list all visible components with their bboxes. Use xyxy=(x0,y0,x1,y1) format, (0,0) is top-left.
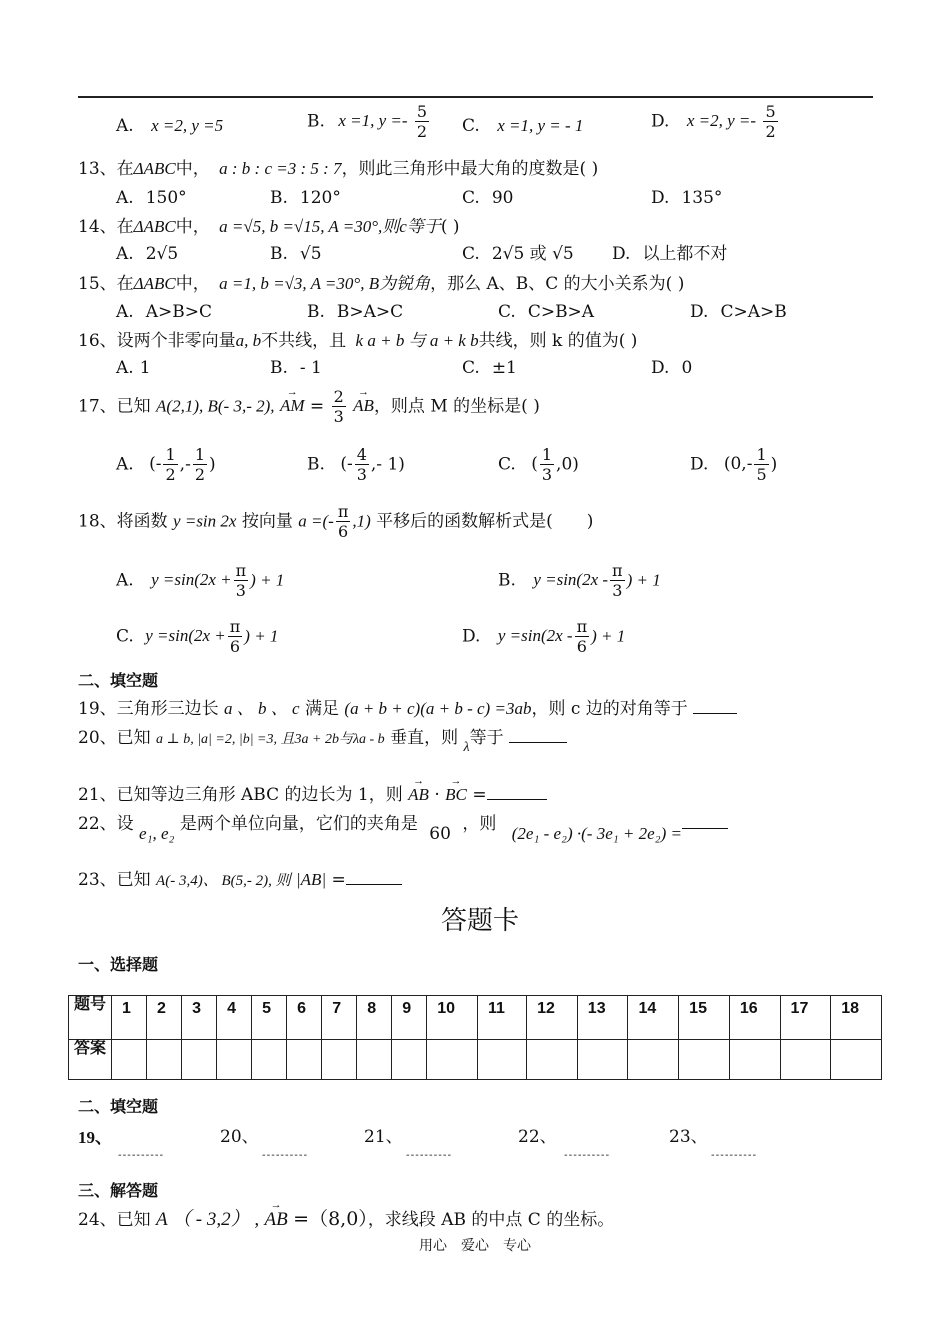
denominator: 2 xyxy=(165,464,176,484)
q13-option-d xyxy=(651,190,722,207)
option-text: (- xyxy=(340,454,353,475)
stem-text: ，则此三角形中最大角的度数是( ) xyxy=(341,159,599,179)
numerator: 4 xyxy=(356,445,367,464)
question-number: 7 xyxy=(322,996,357,1040)
stem-text: ，则 c 边的对角等于 xyxy=(531,699,688,719)
answer-blank[interactable] xyxy=(693,713,737,714)
fill-label-22: 22、 xyxy=(518,1127,557,1147)
answer-cell[interactable] xyxy=(357,1040,392,1080)
condition-math: a ⊥ b, |a| =2, |b| =3, 且3a + 2b与λa - b xyxy=(156,732,385,747)
option-value: ±1 xyxy=(491,358,517,378)
equals-sign: = xyxy=(331,870,346,890)
numerator: 1 xyxy=(541,445,553,464)
number-row xyxy=(69,996,882,1040)
q16-stem xyxy=(78,332,637,350)
q12-option-a xyxy=(116,117,223,135)
option-label: A. xyxy=(116,570,134,591)
option-math: y =sin(2x + xyxy=(151,570,232,590)
answer-cell[interactable] xyxy=(427,1040,478,1080)
stem-text: 23、已知 xyxy=(78,870,151,890)
numerator: π xyxy=(576,617,588,636)
q16-option-c xyxy=(462,360,517,377)
q18-option-a xyxy=(116,562,284,600)
q15-option-a xyxy=(116,304,212,321)
triangle-symbol: ΔABC xyxy=(133,159,176,178)
question-number: 14 xyxy=(628,996,679,1040)
question-number: 16 xyxy=(729,996,780,1040)
option-math: y =sin(2x + xyxy=(145,626,226,646)
option-value: 90 xyxy=(491,188,514,208)
fraction xyxy=(754,446,768,484)
vector-math: a, b xyxy=(235,331,262,350)
denominator: 3 xyxy=(612,580,623,600)
condition-math: a =1, b =√3, A =30°, B为锐角 xyxy=(219,274,431,293)
section-fill-heading: 二、填空题 xyxy=(78,671,159,690)
numerator: π xyxy=(229,617,241,636)
question-number: 12 xyxy=(527,996,578,1040)
numerator: 1 xyxy=(165,445,176,464)
denominator: 3 xyxy=(356,464,367,484)
stem-text: ，求线段 AB 的中点 C 的坐标。 xyxy=(367,1210,615,1230)
point-math: A （ - 3,2） , xyxy=(156,1209,260,1230)
q13-option-c xyxy=(462,190,513,207)
stem-text: 等于 xyxy=(469,728,504,748)
denominator: 2 xyxy=(416,121,428,141)
stem-text: 满足 xyxy=(305,699,339,719)
option-label: D. xyxy=(651,358,670,378)
answer-cell[interactable] xyxy=(182,1040,217,1080)
q16-option-a xyxy=(116,360,151,377)
numerator: π xyxy=(337,502,349,521)
option-label: C. xyxy=(462,244,480,264)
answer-cell[interactable] xyxy=(729,1040,780,1080)
option-value: - 1 xyxy=(299,358,322,378)
q12-option-c xyxy=(462,117,583,135)
q15-stem xyxy=(78,275,684,293)
q14-option-b xyxy=(270,246,322,263)
stem-text: 平移后的函数解析式是( ) xyxy=(376,511,594,532)
option-value: A>B>C xyxy=(145,302,212,322)
answer-cell[interactable] xyxy=(628,1040,679,1080)
option-label: B. xyxy=(307,454,325,475)
option-label: B. xyxy=(498,570,516,591)
option-value: 2√5 或 √5 xyxy=(491,244,574,264)
stem-text: 13、在 xyxy=(78,159,134,179)
q13-stem xyxy=(78,160,598,178)
side-vars: a 、 b 、 c xyxy=(224,699,300,718)
option-label: B. xyxy=(307,111,325,132)
q18-stem xyxy=(78,503,593,541)
q17-option-c xyxy=(498,446,579,484)
points-math: A(- 3,4)、 B(5,- 2), 则 xyxy=(156,873,291,889)
denominator: 3 xyxy=(235,580,246,600)
fraction xyxy=(193,446,207,484)
vector-am: → AM xyxy=(280,397,305,414)
answer-cell[interactable] xyxy=(477,1040,526,1080)
option-math: ) + 1 xyxy=(626,570,661,590)
numerator: 5 xyxy=(416,102,428,121)
option-label: A. xyxy=(116,244,134,264)
question-number: 17 xyxy=(780,996,831,1040)
fill-label-23: 23、 xyxy=(669,1127,708,1147)
q12-option-b xyxy=(307,103,431,141)
q14-option-d xyxy=(612,246,727,263)
option-label: C. xyxy=(116,626,134,647)
option-label: D. xyxy=(651,111,670,132)
denominator: 3 xyxy=(333,406,344,426)
fill-answer-21[interactable]: ---------- xyxy=(406,1150,453,1161)
option-math: ) + 1 xyxy=(244,626,279,646)
q17-option-d xyxy=(690,446,777,484)
stem-text: ( ) xyxy=(440,217,460,237)
option-math: ) + 1 xyxy=(591,626,626,646)
answer-grid xyxy=(68,995,882,1080)
answer-blank[interactable] xyxy=(487,799,547,800)
vector-bc: → BC xyxy=(445,786,467,803)
denominator: 3 xyxy=(541,464,553,484)
option-value: 150° xyxy=(145,188,187,208)
option-value: 0 xyxy=(681,358,693,378)
fraction xyxy=(228,618,243,656)
stem-text: 是两个单位向量，它们的夹角是 xyxy=(179,814,418,834)
q20 xyxy=(78,728,567,755)
vector-ab: → AB xyxy=(353,397,374,414)
option-value: 135° xyxy=(681,188,723,208)
question-number: 2 xyxy=(147,996,182,1040)
vector-expression: k a + b 与 a + k b xyxy=(355,331,479,350)
vector-ab: → AB xyxy=(408,786,429,803)
stem-text: 17、已知 xyxy=(78,396,151,417)
q18-option-b xyxy=(498,562,661,600)
header-rule xyxy=(78,96,873,98)
q14-option-c xyxy=(462,246,574,263)
q17-stem xyxy=(78,388,540,426)
option-label: D. xyxy=(690,302,709,322)
vector-magnitude: |AB| xyxy=(296,870,327,889)
numerator: 5 xyxy=(765,102,776,121)
question-number: 13 xyxy=(577,996,628,1040)
option-label: D. xyxy=(690,454,709,475)
stem-text: ，那么 A、B、C 的大小关系为( ) xyxy=(430,274,685,294)
option-label: A. xyxy=(116,188,134,208)
option-value: √5 xyxy=(299,244,322,264)
stem-text: 14、在 xyxy=(78,217,134,237)
option-math: x =2, y =- xyxy=(686,111,757,131)
equals-sign: = xyxy=(309,396,325,417)
q17-option-b xyxy=(307,446,405,484)
q18-option-c xyxy=(116,618,278,656)
answer-card-title: 答题卡 xyxy=(441,906,520,936)
denominator: 5 xyxy=(756,464,767,484)
option-math: y =sin(2x - xyxy=(497,626,573,646)
option-label: D. xyxy=(651,188,670,208)
stem-text: 15、在 xyxy=(78,274,134,294)
q15-option-b xyxy=(307,304,403,321)
vector-math: ,1) xyxy=(352,511,371,531)
stem-text: 19、三角形三边长 xyxy=(78,699,219,719)
fill-label-21: 21、 xyxy=(364,1127,403,1147)
dot-operator: · xyxy=(434,785,440,805)
fill-answer-20[interactable]: ---------- xyxy=(262,1150,309,1161)
answer-cell[interactable] xyxy=(831,1040,882,1080)
q16-option-d xyxy=(651,360,692,377)
option-value: 2√5 xyxy=(145,244,179,264)
option-math: ) + 1 xyxy=(250,570,285,590)
question-number: 15 xyxy=(679,996,730,1040)
answer-cell[interactable] xyxy=(252,1040,287,1080)
q13-option-b xyxy=(270,190,341,207)
q16-option-b xyxy=(270,360,322,377)
answer-cell[interactable] xyxy=(780,1040,831,1080)
q15-option-d xyxy=(690,304,787,321)
triangle-symbol: ΔABC xyxy=(133,217,176,236)
question-number: 4 xyxy=(217,996,252,1040)
option-text: (0,- xyxy=(723,454,753,475)
ratio-math: a : b : c =3 : 5 : 7 xyxy=(219,159,342,178)
condition-math: a =√5, b =√15, A =30°,则c等于 xyxy=(219,217,441,236)
option-label: B. xyxy=(270,244,288,264)
option-value: 1 xyxy=(139,358,151,378)
option-label: D. xyxy=(612,244,631,264)
fraction xyxy=(355,446,369,484)
q13-option-a xyxy=(116,190,187,207)
numerator: π xyxy=(612,561,623,580)
stem-text: 中， xyxy=(175,159,210,179)
fill-answer-19[interactable]: ---------- xyxy=(118,1150,165,1161)
stem-text: 18、将函数 xyxy=(78,511,168,532)
fill-answer-22[interactable]: ---------- xyxy=(564,1150,611,1161)
answer-blank[interactable] xyxy=(682,828,728,829)
option-label: B. xyxy=(307,302,325,322)
option-label: B. xyxy=(270,188,288,208)
question-number: 5 xyxy=(252,996,287,1040)
function-math: y =sin 2x xyxy=(173,511,237,531)
triangle-symbol: ΔABC xyxy=(133,274,176,293)
q22 xyxy=(78,814,728,844)
answer-cell[interactable] xyxy=(112,1040,147,1080)
card-fill-heading: 二、填空题 xyxy=(78,1097,159,1116)
option-math: x =2, y =5 xyxy=(151,116,224,135)
lambda-symbol: λ xyxy=(463,740,470,755)
page-footer: 用心 爱心 专心 xyxy=(419,1238,531,1254)
vector-ab: → AB xyxy=(265,1210,288,1229)
fill-answer-23[interactable]: ---------- xyxy=(711,1150,758,1161)
answer-cell[interactable] xyxy=(322,1040,357,1080)
stem-text: ，则 xyxy=(462,814,497,834)
fraction xyxy=(575,618,590,656)
stem-text: 按向量 xyxy=(241,511,293,532)
stem-text: ，则点 M 的坐标是( ) xyxy=(373,396,540,417)
stem-text: 中， xyxy=(175,217,210,237)
option-label: C. xyxy=(462,116,480,136)
fraction xyxy=(336,503,351,541)
option-math: x =1, y =- xyxy=(338,111,408,131)
fraction xyxy=(163,446,177,484)
fraction xyxy=(540,446,554,484)
q18-option-d xyxy=(462,618,625,656)
answer-cell[interactable] xyxy=(527,1040,578,1080)
stem-text: 20、已知 xyxy=(78,728,151,748)
stem-text: 24、已知 xyxy=(78,1210,151,1230)
answer-cell[interactable] xyxy=(577,1040,628,1080)
option-label: B. xyxy=(270,358,288,378)
denominator: 2 xyxy=(765,121,776,141)
section-choice-heading: 一、选择题 xyxy=(78,955,159,974)
stem-text: 垂直，则 xyxy=(390,728,459,748)
q23 xyxy=(78,871,402,889)
q15-option-c xyxy=(498,304,594,321)
question-number: 6 xyxy=(287,996,322,1040)
option-label: A. xyxy=(116,302,134,322)
question-number: 10 xyxy=(427,996,478,1040)
fraction xyxy=(763,103,777,141)
section-solve-heading: 三、解答题 xyxy=(78,1181,159,1200)
question-number: 11 xyxy=(477,996,526,1040)
numerator: 1 xyxy=(756,445,767,464)
q17-option-a xyxy=(116,446,216,484)
expression-math: (2e₁ - e₂) ·(- 3e₁ + 2e₂) = xyxy=(511,824,682,843)
option-text: ) xyxy=(770,454,778,475)
option-math: y =sin(2x - xyxy=(533,570,609,590)
option-value: 120° xyxy=(299,188,341,208)
question-number: 18 xyxy=(831,996,882,1040)
option-text: ) xyxy=(209,454,216,475)
fraction xyxy=(234,562,249,600)
fraction xyxy=(332,388,346,426)
option-label: A. xyxy=(116,454,134,475)
option-label: C. xyxy=(498,302,516,322)
q12-option-d xyxy=(651,103,780,141)
fraction xyxy=(610,562,625,600)
option-text: ,- 1) xyxy=(370,454,405,475)
denominator: 6 xyxy=(337,521,349,541)
question-number: 3 xyxy=(182,996,217,1040)
denominator: 6 xyxy=(229,636,241,656)
option-value: 以上都不对 xyxy=(642,244,728,264)
option-value: C>B>A xyxy=(527,302,595,322)
vector-math: a =(- xyxy=(298,511,334,531)
answer-cell[interactable] xyxy=(287,1040,322,1080)
q24 xyxy=(78,1210,614,1229)
answer-cell[interactable] xyxy=(147,1040,182,1080)
question-number: 1 xyxy=(112,996,147,1040)
vector-value: =（8,0） xyxy=(293,1208,368,1230)
row-label-answer: 答案 xyxy=(69,1040,112,1080)
numerator: π xyxy=(235,561,247,580)
option-label: A. xyxy=(116,116,134,136)
equals-sign: = xyxy=(472,785,487,805)
option-label: C. xyxy=(498,454,516,475)
question-number: 9 xyxy=(392,996,427,1040)
option-text: (- xyxy=(149,454,162,475)
option-text: ,0) xyxy=(556,454,579,475)
stem-text: 21、已知等边三角形 ABC 的边长为 1，则 xyxy=(78,785,403,805)
q14-option-a xyxy=(116,246,178,263)
answer-cell[interactable] xyxy=(392,1040,427,1080)
option-value: C>A>B xyxy=(720,302,787,322)
fill-label-20: 20、 xyxy=(220,1127,259,1147)
stem-text: 不共线，且 xyxy=(261,331,347,351)
answer-blank[interactable] xyxy=(509,742,567,743)
numerator: 2 xyxy=(333,387,344,406)
answer-cell[interactable] xyxy=(217,1040,252,1080)
stem-text: 共线，则 k 的值为( ) xyxy=(478,331,638,351)
numerator: 1 xyxy=(194,445,206,464)
option-math: x =1, y = - 1 xyxy=(497,116,584,135)
fill-label-19: 19、 xyxy=(78,1128,112,1147)
question-number: 8 xyxy=(357,996,392,1040)
answer-cell[interactable] xyxy=(679,1040,730,1080)
unit-vectors: e₁, e₂ xyxy=(139,824,175,843)
option-label: C. xyxy=(462,358,480,378)
fraction xyxy=(415,103,429,141)
q14-stem xyxy=(78,218,460,236)
option-label: D. xyxy=(462,626,481,647)
stem-text: 中， xyxy=(175,274,210,294)
points-math: A(2,1), B(- 3,- 2), xyxy=(156,396,275,416)
answer-blank[interactable] xyxy=(346,884,402,885)
option-text: ,- xyxy=(179,454,191,475)
denominator: 2 xyxy=(194,464,206,484)
option-value: B>A>C xyxy=(336,302,404,322)
q19 xyxy=(78,700,737,718)
option-text: ( xyxy=(531,454,538,475)
option-label: C. xyxy=(462,188,480,208)
option-label: A. xyxy=(116,358,134,378)
stem-text: 16、设两个非零向量 xyxy=(78,331,236,351)
stem-text: 22、设 xyxy=(78,814,134,834)
q21 xyxy=(78,786,547,804)
row-label-number: 题号 xyxy=(69,996,112,1040)
answer-row xyxy=(69,1040,882,1080)
equation-math: (a + b + c)(a + b - c) =3ab xyxy=(344,699,532,718)
denominator: 6 xyxy=(576,636,587,656)
angle-value: 60 xyxy=(429,824,451,844)
